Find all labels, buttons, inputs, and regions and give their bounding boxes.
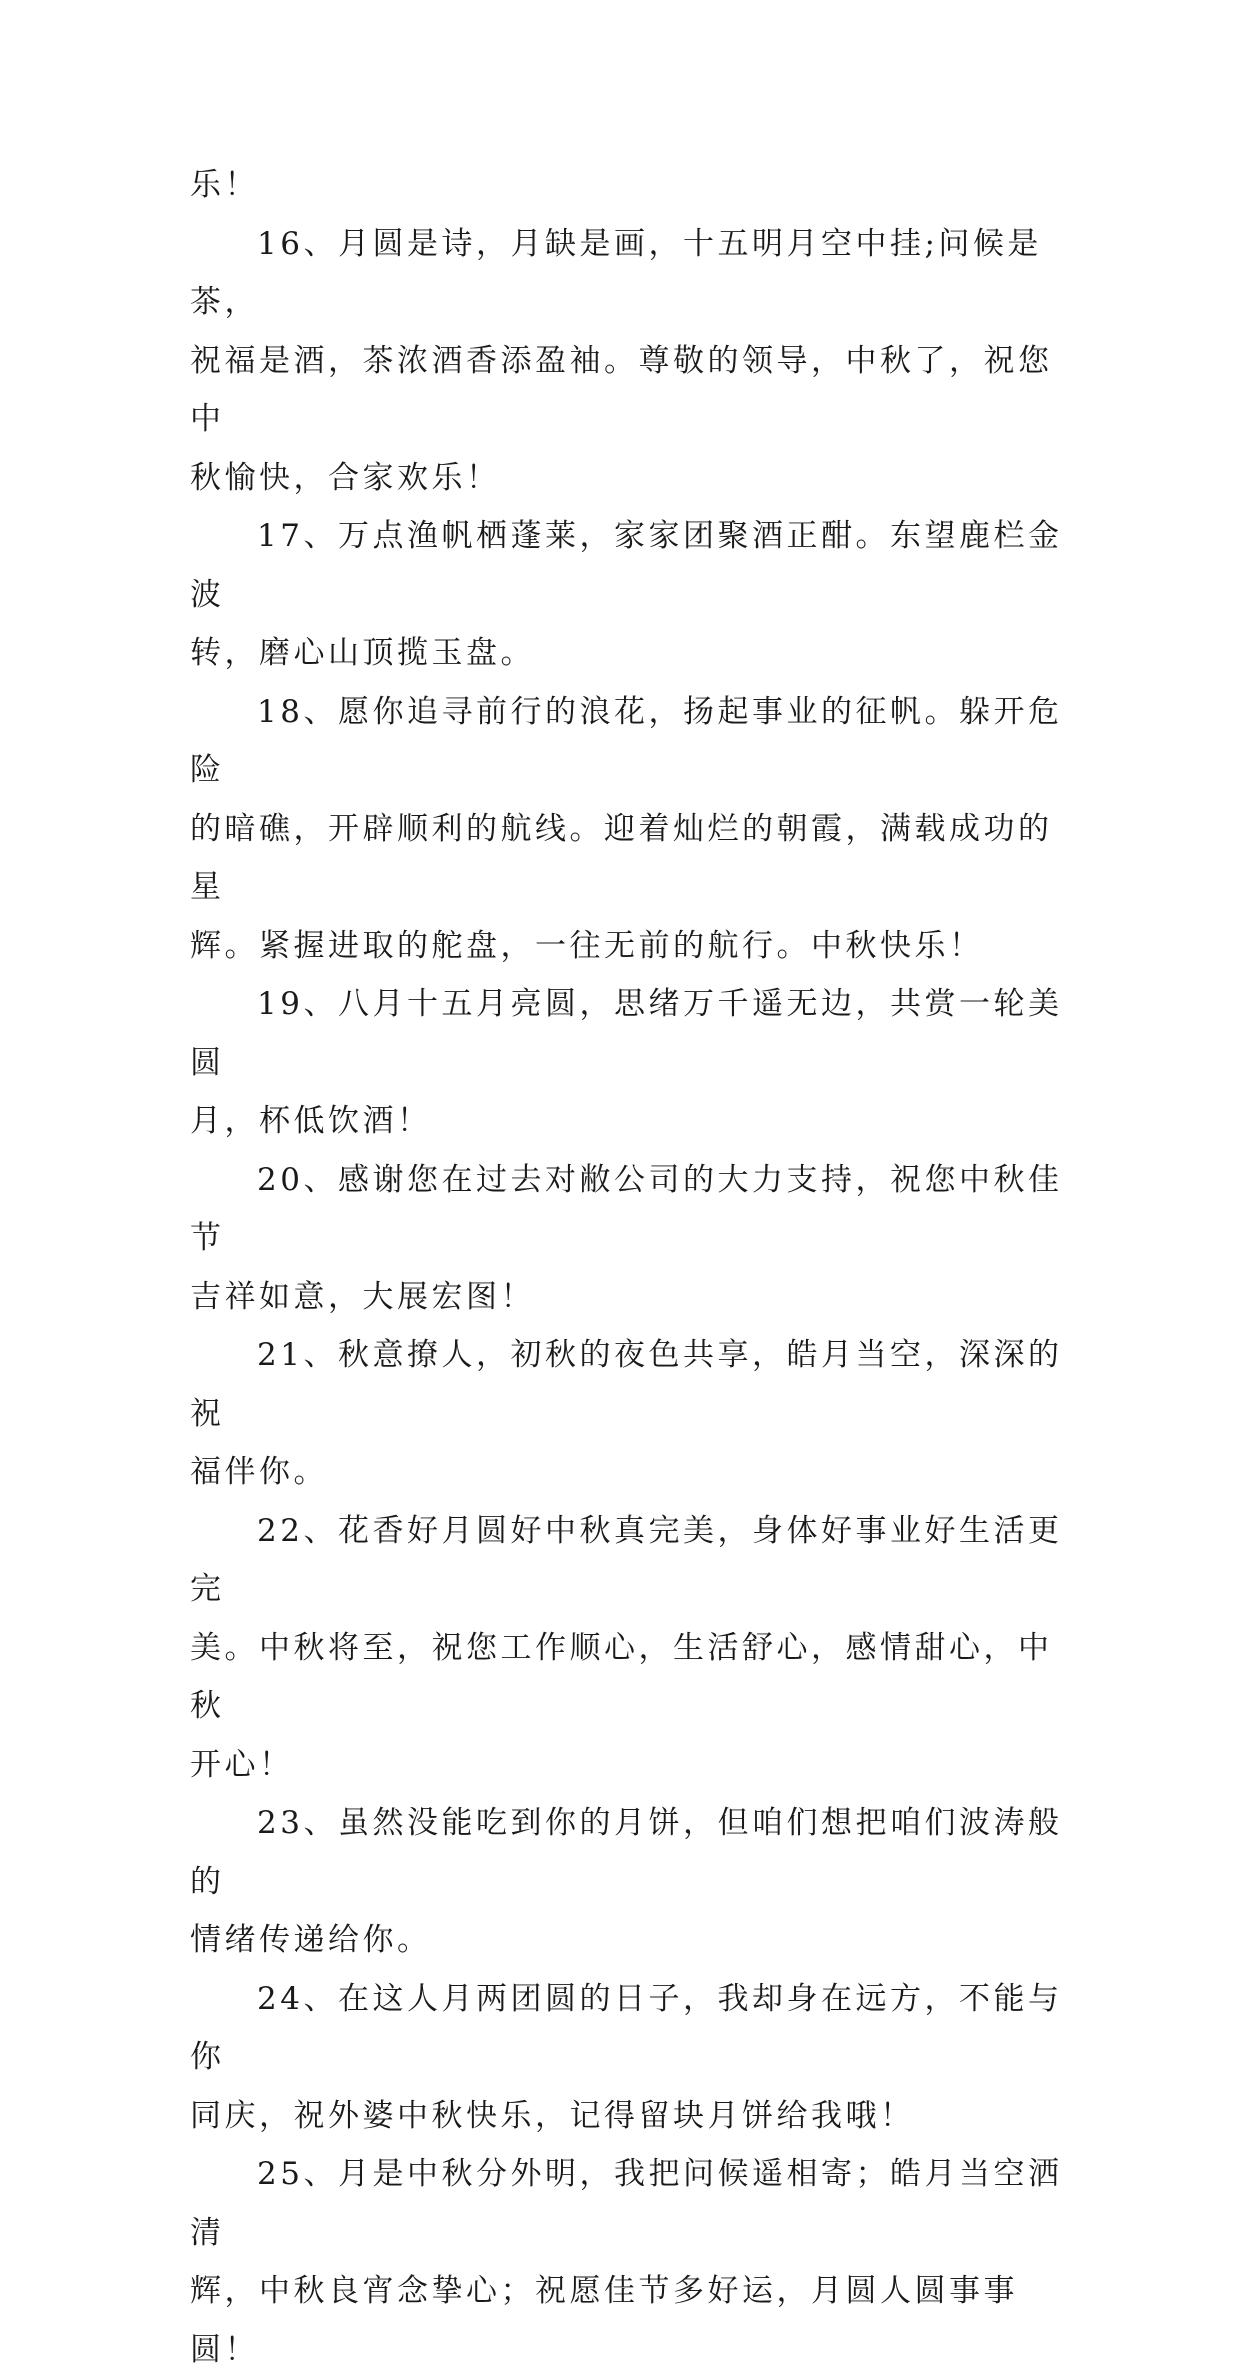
- paragraph-20: 20、感谢您在过去对敝公司的大力支持，祝您中秋佳节 吉祥如意，大展宏图！: [190, 1161, 1063, 1315]
- paragraph-16: 16、月圆是诗，月缺是画，十五明月空中挂;问候是茶， 祝福是酒，茶浓酒香添盈袖。尊敬的领导，中秋了，祝您中 秋愉快，合家欢乐！: [190, 225, 1053, 496]
- paragraph-24: 24、在这人月两团圆的日子，我却身在远方，不能与你 同庆，祝外婆中秋快乐，记得留块月饼给我哦！: [190, 1980, 1063, 2134]
- paragraph-22: 22、花香好月圆好中秋真完美，身体好事业好生活更完 美。中秋将至，祝您工作顺心，生活舒心，感情甜心，中秋 开心！: [190, 1512, 1063, 1783]
- paragraph-18: 18、愿你追寻前行的浪花，扬起事业的征帆。躲开危险 的暗礁，开辟顺利的航线。迎着灿烂的朝霞，满载成功的星 辉。紧握进取的舵盘，一往无前的航行。中秋快乐！: [190, 693, 1063, 964]
- paragraph-19: 19、八月十五月亮圆，思绪万千遥无边，共赏一轮美圆 月，杯低饮酒！: [190, 986, 1063, 1139]
- document-body: [190, 156, 1070, 2379]
- paragraph-23: 23、虽然没能吃到你的月饼，但咱们想把咱们波涛般的 情绪传递给你。: [190, 1805, 1063, 1958]
- paragraph-17: 17、万点渔帆栖蓬莱，家家团聚酒正酣。东望鹿栏金波 转，磨心山顶揽玉盘。: [190, 518, 1063, 671]
- paragraph-21: 21、秋意撩人，初秋的夜色共享，皓月当空，深深的祝 福伴你。: [190, 1337, 1063, 1490]
- paragraph-25: 25、月是中秋分外明，我把问候遥相寄；皓月当空洒清 辉，中秋良宵念挚心；祝愿佳节多好运，月圆人圆事事圆！: [190, 2156, 1063, 2368]
- paragraph-15-continuation: 乐！: [190, 167, 259, 203]
